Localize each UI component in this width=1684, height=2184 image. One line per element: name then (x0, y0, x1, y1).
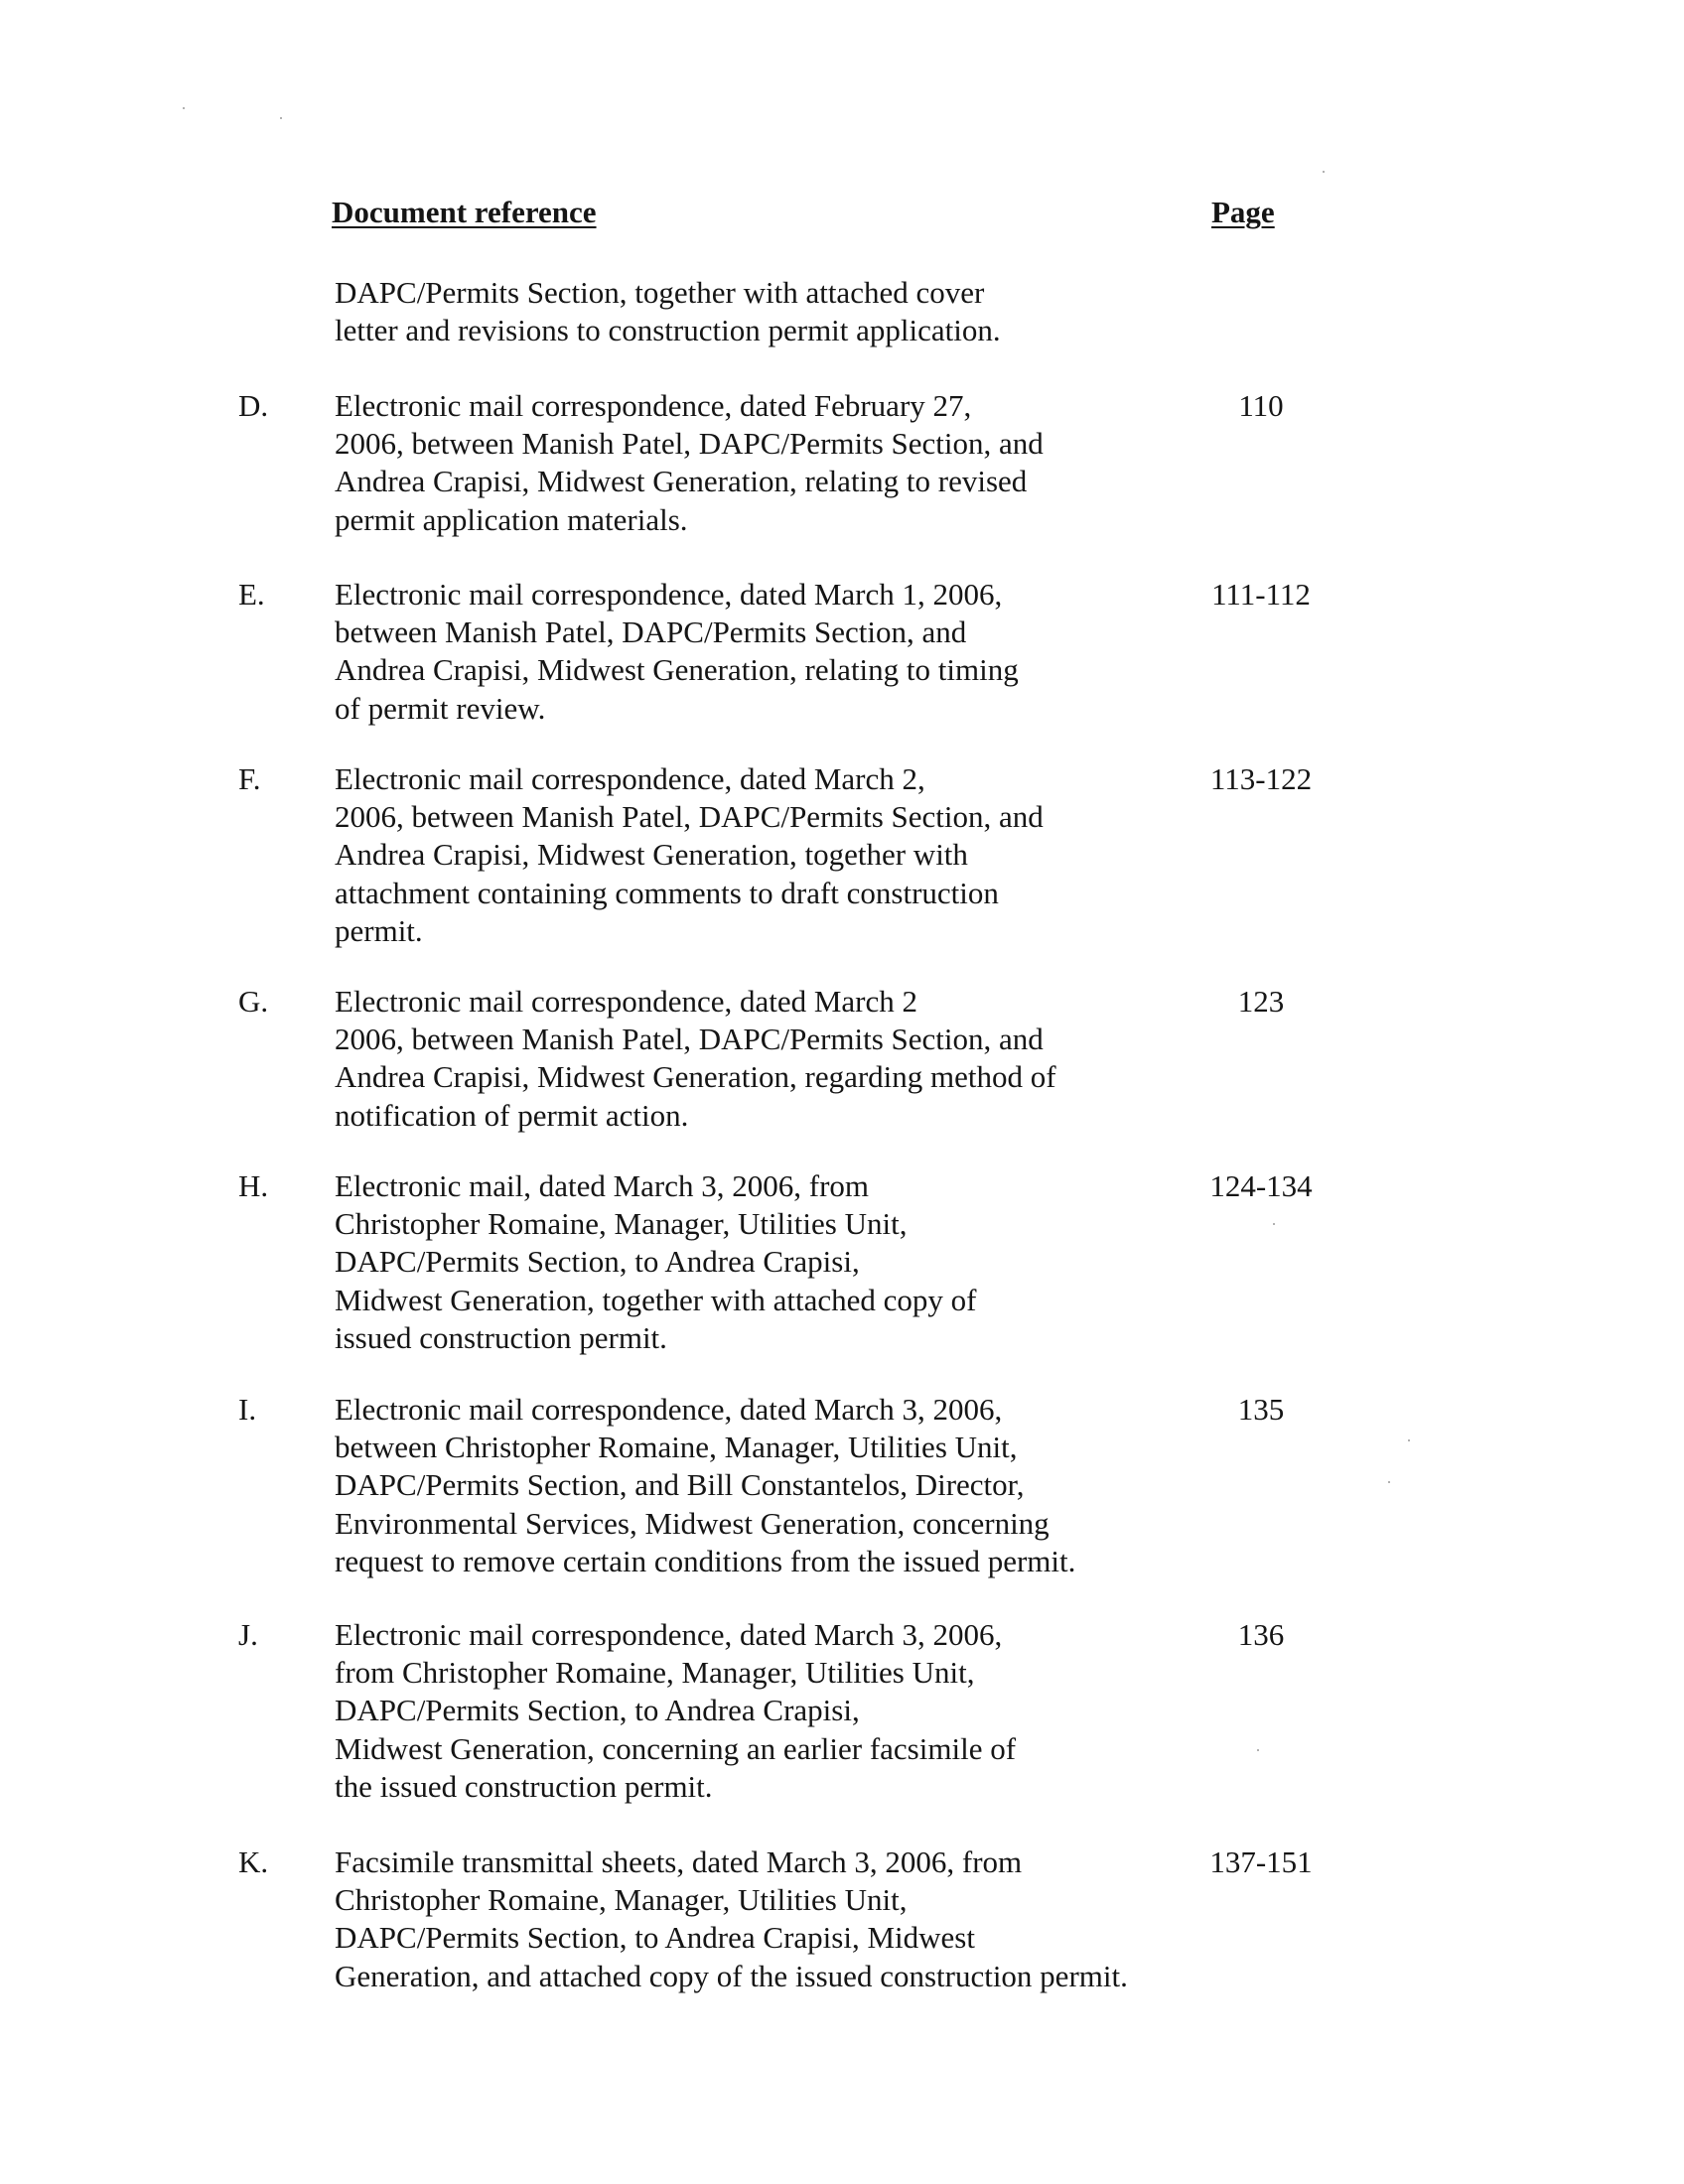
description-line: Christopher Romaine, Manager, Utilities Unit, (335, 1206, 908, 1242)
description-line: between Christopher Romaine, Manager, Utilities Unit, (335, 1430, 1018, 1465)
item-letter: I. (238, 1392, 257, 1427)
scan-speck (1273, 1223, 1275, 1225)
description-line: Environmental Services, Midwest Generation, concerning (335, 1505, 1050, 1541)
description-line: DAPC/Permits Section, to Andrea Crapisi, (335, 1244, 860, 1280)
description-line: Andrea Crapisi, Midwest Generation, together with (335, 837, 968, 873)
item-description (335, 1391, 1208, 1580)
item-letter: D. (238, 388, 269, 423)
item-page: 124-134 (1209, 1168, 1313, 1203)
description-line: Electronic mail correspondence, dated March 2 (335, 984, 918, 1019)
item-letter: E. (238, 577, 265, 612)
description-line: attachment containing comments to draft construction (335, 875, 999, 910)
item-page: 113-122 (1209, 761, 1313, 796)
scan-speck (1408, 1439, 1410, 1441)
continuation-description (335, 274, 1208, 349)
scan-speck (1388, 1481, 1390, 1483)
scan-speck (1323, 171, 1325, 173)
item-page: 137-151 (1209, 1844, 1313, 1879)
description-line: permit application materials. (335, 501, 688, 537)
item-description (335, 1616, 1208, 1806)
scan-speck (1257, 1749, 1259, 1751)
description-line: Electronic mail correspondence, dated March 2, (335, 761, 925, 796)
item-page: 135 (1237, 1392, 1285, 1427)
item-description (335, 387, 1208, 539)
item-description (335, 576, 1208, 728)
description-line: 2006, between Manish Patel, DAPC/Permits Section, and (335, 799, 1044, 835)
item-letter: K. (238, 1844, 269, 1879)
item-page: 136 (1237, 1617, 1285, 1652)
description-line: Electronic mail correspondence, dated March 1, 2006, (335, 577, 1003, 612)
item-letter: F. (238, 761, 261, 796)
description-line: letter and revisions to construction permit application. (335, 313, 1001, 348)
description-line: permit. (335, 912, 423, 948)
description-line: Andrea Crapisi, Midwest Generation, regarding method of (335, 1059, 1056, 1095)
scan-speck (280, 117, 282, 119)
description-line: Christopher Romaine, Manager, Utilities Unit, (335, 1882, 908, 1918)
description-line: Electronic mail correspondence, dated March 3, 2006, (335, 1392, 1003, 1427)
description-line: DAPC/Permits Section, to Andrea Crapisi, Midwest (335, 1920, 975, 1956)
description-line: between Manish Patel, DAPC/Permits Section, and (335, 614, 967, 650)
description-line: Midwest Generation, concerning an earlier facsimile of (335, 1730, 1017, 1766)
description-line: Generation, and attached copy of the issued construction permit. (335, 1958, 1128, 1993)
description-line: issued construction permit. (335, 1319, 667, 1355)
item-letter: J. (238, 1617, 258, 1652)
item-description (335, 1167, 1208, 1357)
description-line: from Christopher Romaine, Manager, Utilities Unit, (335, 1655, 975, 1691)
description-line: Midwest Generation, together with attached copy of (335, 1282, 977, 1317)
description-line: the issued construction permit. (335, 1768, 713, 1804)
description-line: Electronic mail, dated March 3, 2006, from (335, 1168, 870, 1203)
item-description (335, 760, 1208, 950)
description-line: 2006, between Manish Patel, DAPC/Permits Section, and (335, 426, 1044, 462)
description-line: DAPC/Permits Section, and Bill Constantelos, Director, (335, 1467, 1025, 1503)
description-line: DAPC/Permits Section, together with attached cover (335, 275, 985, 310)
column-header-document-reference: Document reference (332, 195, 597, 229)
description-line: Electronic mail correspondence, dated February 27, (335, 388, 972, 423)
item-page: 111-112 (1211, 577, 1311, 612)
item-description (335, 1843, 1208, 1995)
item-page: 110 (1238, 388, 1284, 423)
description-line: Andrea Crapisi, Midwest Generation, relating to timing (335, 652, 1019, 688)
description-line: Andrea Crapisi, Midwest Generation, relating to revised (335, 464, 1028, 499)
item-description (335, 983, 1208, 1135)
item-letter: H. (238, 1168, 269, 1203)
description-line: 2006, between Manish Patel, DAPC/Permits Section, and (335, 1022, 1044, 1057)
description-line: of permit review. (335, 690, 546, 726)
description-line: request to remove certain conditions from the issued permit. (335, 1543, 1076, 1578)
description-line: Electronic mail correspondence, dated March 3, 2006, (335, 1617, 1003, 1652)
item-page: 123 (1237, 984, 1285, 1019)
description-line: notification of permit action. (335, 1097, 689, 1133)
item-letter: G. (238, 984, 269, 1019)
scan-speck (183, 107, 185, 109)
column-header-page: Page (1211, 195, 1275, 229)
description-line: Facsimile transmittal sheets, dated March 3, 2006, from (335, 1844, 1023, 1879)
description-line: DAPC/Permits Section, to Andrea Crapisi, (335, 1693, 860, 1728)
